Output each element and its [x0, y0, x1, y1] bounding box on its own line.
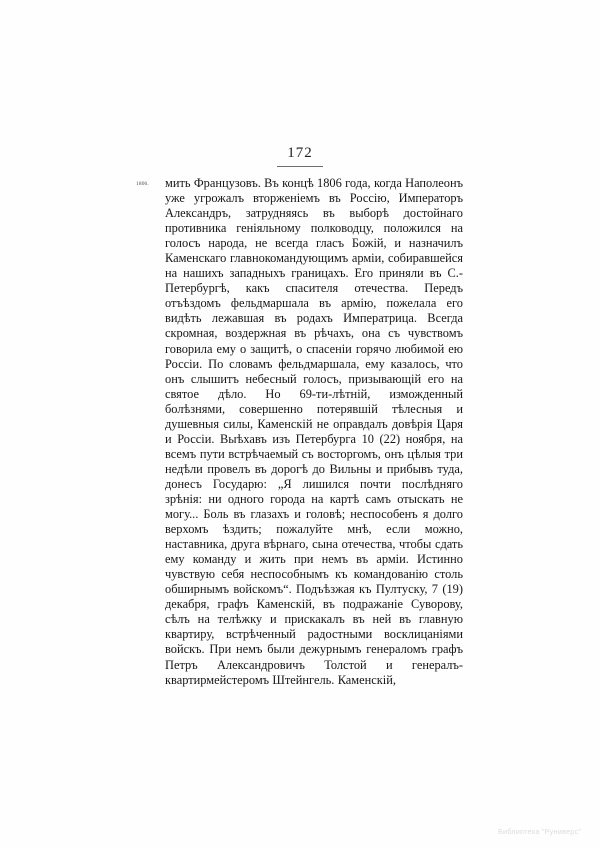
library-watermark: Библиотека "Руниверс"	[498, 827, 582, 836]
text-block	[165, 176, 463, 688]
header-rule	[277, 166, 323, 167]
page-header	[0, 146, 600, 167]
page-number: 172	[287, 145, 313, 161]
marginal-year-note: 1806.	[136, 181, 149, 187]
body-paragraph: мить Французовъ. Въ концѣ 1806 года, когда Наполеонъ уже угрожалъ вторженіемъ въ Россію, Императоръ Александръ, затрудняясь въ выборѣ достойнаго противника геніяльному полководцу, положился на голосъ народа, не всегда гласъ Божій, и назначилъ Каменскаго главнокомандующимъ арміи, собиравшейся на нашихъ западныхъ границахъ. Его приняли въ С.-Петербургѣ, какъ спасителя отечества. Передъ отъѣздомъ фельдмаршала въ армію, пожелала его видѣть лежавшая въ родахъ Императрица. Всегда скромная, воздержная въ рѣчахъ, она съ чувствомъ говорила ему о защитѣ, о спасеніи горячо любимой ею Россіи. По словамъ фельдмаршала, ему казалось, что онъ слышитъ небесный голосъ, призывающій его на святое дѣло. Но 69-ти-лѣтній, изможденный болѣзнями, совершенно потерявшій тѣлесныя и душевныя силы, Каменскій не оправдалъ довѣрія Царя и Россіи. Выѣхавъ изъ Петербурга 10 (22) ноября, на всемъ пути встрѣчаемый съ восторгомъ, онъ цѣлыя три недѣли провелъ въ дорогѣ до Вильны и прибывъ туда, донесъ Государю: „Я лишился почти послѣдняго зрѣнія: ни одного города на картѣ самъ отыскать не могу... Боль въ глазахъ и головѣ; неспособенъ я долго верхомъ ѣздить; пожалуйте мнѣ, если можно, наставника, друга вѣрнаго, сына отечества, чтобы сдать ему команду и жить при немъ въ арміи. Истинно чувствую себя неспособнымъ къ командованію столь обширнымъ войскомъ“. Подъѣзжая къ Пултуску, 7 (19) декабря, графъ Каменскій, въ подражаніе Суворову, сѣлъ на телѣжку и прискакалъ въ ней въ главную квартиру, встрѣченный радостными восклицаніями войскъ. При немъ были дежурнымъ генераломъ графъ Петръ Александровичъ Толстой и генералъ-квартирмейстеромъ Штейнгель. Каменскій,	[165, 176, 463, 687]
